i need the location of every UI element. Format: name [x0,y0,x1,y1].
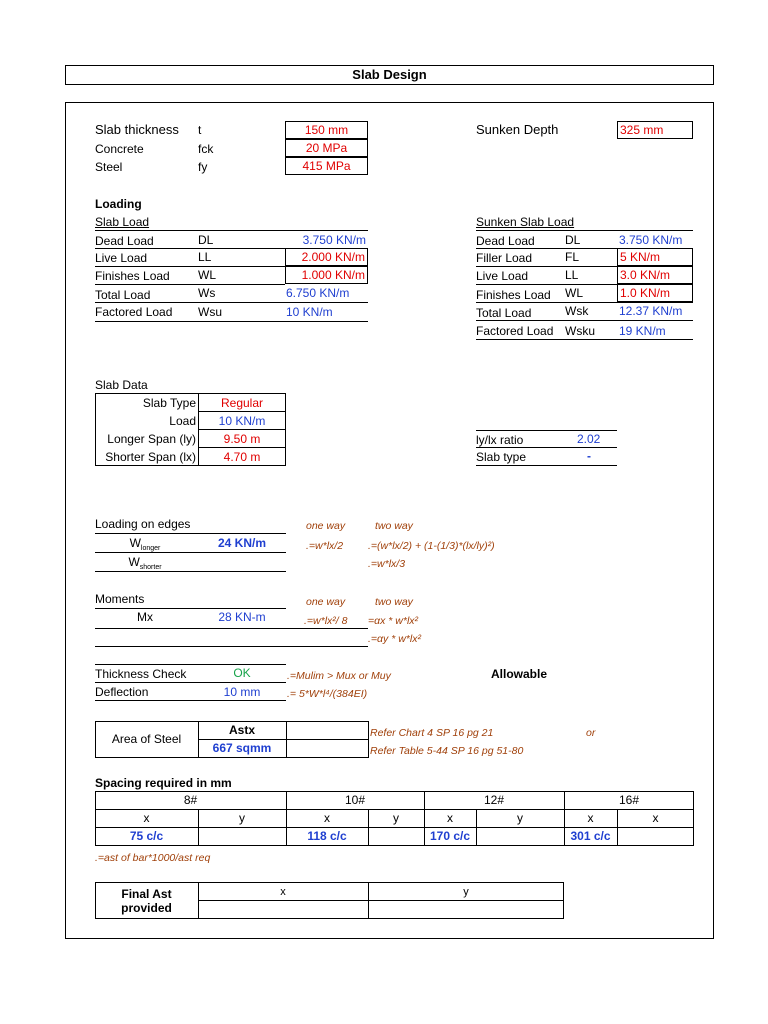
spacing-value-8x: 75 c/c [129,829,164,843]
bar-16-header: 16# [618,793,640,807]
spacing-note: .=ast of bar*1000/ast req [95,852,211,864]
deflection-value: 10 mm [223,685,261,699]
sunken-depth-value[interactable]: 325 mm [617,121,693,139]
sub-header: x [587,811,594,825]
w-shorter-sub: shorter [139,564,162,571]
sunken-dead-load-sym: DL [565,233,581,247]
final-ast-x-header: x [280,886,286,898]
w-longer-sub: longer [140,545,161,552]
bar-12-header: 12# [483,793,505,807]
edges-formula-3: .=w*lx/3 [368,558,406,570]
shorter-span-value[interactable]: 4.70 m [223,450,261,464]
sunken-finishes-load-sym: WL [565,286,583,300]
rule [476,230,693,231]
rule [476,339,693,340]
sunken-finishes-load-value[interactable]: 1.0 KN/m [617,284,693,302]
final-ast-y-cell[interactable] [369,901,563,918]
sub-header: y [393,811,399,825]
factored-load-sym: Wsu [198,305,222,319]
rule [476,447,617,448]
rule [95,533,286,534]
rule [95,571,286,572]
slab-thickness-value[interactable]: 150 mm [285,121,368,139]
rule [95,552,286,553]
rule [95,628,368,629]
slab-load-rule [95,230,368,231]
live-load-sym: LL [198,250,212,264]
rule [476,284,617,285]
concrete-value[interactable]: 20 MPa [285,139,368,157]
steel-value[interactable]: 415 MPa [285,157,368,175]
rule [198,429,286,430]
moments-formula-3: .=αy * w*lx² [368,633,421,645]
concrete-label: Concrete [95,142,144,156]
dead-load-value: 3.750 KN/m [302,233,366,247]
live-load-label: Live Load [95,251,148,265]
slab-type-value[interactable]: Regular [220,396,264,410]
deflection-formula: .= 5*W*l⁴/(384EI) [287,688,368,700]
allowable-label: Allowable [491,667,548,681]
live-load-value[interactable]: 2.000 KN/m [285,248,368,266]
longer-span-label: Longer Span (ly) [107,432,196,446]
spacing-value-12x: 170 c/c [429,829,471,843]
sub-header: x [652,811,659,825]
rule [95,682,286,683]
sunken-live-load-value[interactable]: 3.0 KN/m [617,266,693,284]
edges-formula-2: .=(w*lx/2) + (1-(1/3)*(lx/ly)²) [368,540,495,552]
bar-10-header: 10# [344,793,366,807]
slab-thickness-label: Slab thickness [95,122,179,137]
steel-label: Steel [95,160,123,174]
thickness-check-label: Thickness Check [95,667,187,681]
edges-one-way: one way [306,520,346,532]
moments-one-way: one way [306,596,346,608]
finishes-load-label: Finishes Load [95,269,170,283]
rule [95,248,285,249]
moments-formula-1: .=w*lx²/ 8 [304,615,348,627]
sunken-total-load-label: Total Load [476,306,532,320]
sub-header: x [447,811,453,825]
slab-type-result-label: Slab type [476,450,527,464]
moments-heading: Moments [95,592,145,606]
sunken-total-load-value: 12.37 KN/m [619,304,683,318]
total-load-value: 6.750 KN/m [286,286,350,300]
rule [476,465,617,466]
reference-chart: Refer Chart 4 SP 16 pg 21 [370,727,494,739]
rule [95,700,286,701]
rule [95,321,368,322]
sunken-live-load-label: Live Load [476,269,529,283]
factored-load-value: 10 KN/m [286,305,333,319]
concrete-sym: fck [198,142,214,156]
final-ast-label-2: provided [121,901,172,915]
moments-two-way: two way [375,596,413,608]
slab-type-label: Slab Type [142,396,196,410]
mx-label: Mx [137,610,153,624]
filler-load-value[interactable]: 5 KN/m [617,248,693,266]
page-title: Slab Design [352,67,427,82]
rule [476,320,693,321]
sunken-total-load-sym: Wsk [565,304,589,318]
rule [476,266,617,267]
mx-value: 28 KN-m [218,610,266,624]
sunken-factored-load-sym: Wsku [565,324,595,338]
thickness-check-value: OK [233,666,251,680]
finishes-load-value[interactable]: 1.000 KN/m [285,266,368,284]
slab-load-heading: Slab Load [95,215,150,229]
area-of-steel-label: Area of Steel [111,732,182,746]
reference-table: Refer Table 5-44 SP 16 pg 51-80 [370,745,524,757]
spacing-value-10x: 118 c/c [307,829,347,843]
spacing-value-16x: 301 c/c [570,829,611,843]
sunken-depth-label: Sunken Depth [476,122,559,137]
sub-header: y [517,811,523,825]
loading-heading: Loading [95,197,142,211]
total-load-sym: Ws [198,286,216,300]
bar-8-header: 8# [183,793,198,807]
astx-header: Astx [228,723,255,737]
filler-load-sym: FL [565,250,580,264]
load-label: Load [169,414,196,428]
sunken-dead-load-value: 3.750 KN/m [619,233,683,247]
sub-header: x [143,811,150,825]
w-letter: W [129,536,141,550]
deflection-label: Deflection [95,685,149,699]
factored-load-label: Factored Load [95,305,173,319]
load-value: 10 KN/m [218,414,266,428]
ratio-value: 2.02 [577,432,601,446]
rule [198,411,286,412]
total-load-label: Total Load [95,288,151,302]
edges-formula-1: .=w*lx/2 [306,540,344,552]
finishes-load-sym: WL [198,268,216,282]
edges-two-way: two way [375,520,413,532]
rule [198,447,286,448]
final-ast-x-cell[interactable] [199,901,367,918]
edges-heading: Loading on edges [95,517,191,531]
w-letter: W [128,555,140,569]
rule [476,248,617,249]
slab-thickness-sym: t [198,123,202,137]
filler-load-label: Filler Load [476,251,533,265]
sunken-live-load-sym: LL [565,268,579,282]
w-longer-value: 24 KN/m [217,536,267,550]
sunken-slab-load-heading: Sunken Slab Load [476,215,575,229]
moments-formula-2: =αx * w*lx² [368,615,419,627]
ratio-label: ly/lx ratio [476,433,524,447]
final-ast-y-header: y [463,886,469,898]
steel-sym: fy [198,160,208,174]
dead-load-label: Dead Load [95,234,154,248]
longer-span-value[interactable]: 9.50 m [223,432,261,446]
rule [95,284,285,285]
final-ast-label-1: Final Ast [121,887,172,901]
rule [95,302,368,303]
sunken-dead-load-label: Dead Load [476,234,535,248]
sunken-factored-load-value: 19 KN/m [619,324,666,338]
sub-header: x [324,811,330,825]
dead-load-sym: DL [198,233,214,247]
slab-data-heading: Slab Data [95,378,148,392]
rule [95,266,285,267]
thickness-formula: .=Mulim > Mux or Muy [287,670,391,682]
slab-type-result-value: - [587,449,591,463]
rule [95,646,368,647]
sunken-finishes-load-label: Finishes Load [476,288,551,302]
spacing-heading: Spacing required in mm [95,776,232,790]
sunken-factored-load-label: Factored Load [476,324,554,338]
reference-or: or [586,727,596,739]
astx-value: 667 sqmm [212,741,272,755]
sub-header: y [239,811,245,825]
w-shorter-label [95,554,195,576]
shorter-span-label: Shorter Span (lx) [105,450,196,464]
